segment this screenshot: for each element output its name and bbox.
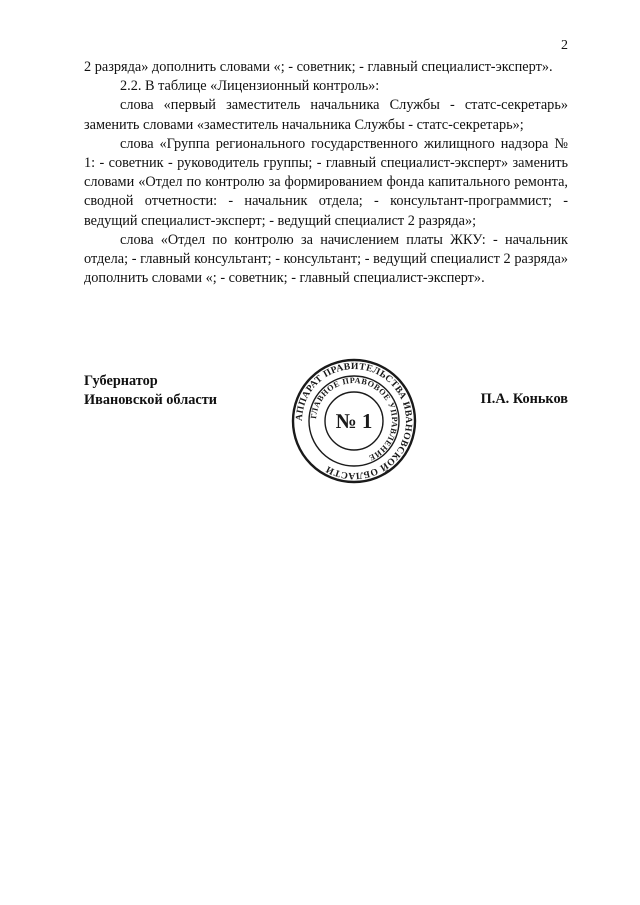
paragraph-2: 2.2. В таблице «Лицензионный контроль»: bbox=[120, 78, 380, 95]
signatory-name: П.А. Коньков bbox=[480, 391, 568, 407]
seal-number: № 1 bbox=[335, 409, 373, 433]
signatory-title-line2: Ивановской области bbox=[84, 392, 217, 408]
paragraph-5: слова «Отдел по контролю за начислением платы ЖКУ: - начальник отдела; - главный консультант; - консультант; - ведущий специалист 2 разряда» дополнить словами «; - советник; - главный специалист-эксперт». bbox=[84, 231, 568, 287]
document-body bbox=[84, 58, 568, 288]
signatory-title bbox=[84, 372, 217, 410]
paragraph-1: 2 разряда» дополнить словами «; - советник; - главный специалист-эксперт». bbox=[84, 59, 553, 75]
seal-inner-text: ГЛАВНОЕ ПРАВОВОЕ УПРАВЛЕНИЕ bbox=[309, 375, 400, 463]
page-number: 2 bbox=[561, 38, 568, 53]
paragraph-4: слова «Группа регионального государственного жилищного надзора № 1: - советник - руководитель группы; - главный специалист-эксперт» заменить словами «Отдел по контролю за формированием фонда капитального ремонта, сводной отчетности: - начальник отдела; - консультант-программист; - ведущий специалист-эксперт; - ведущий специалист 2 разряда»; bbox=[84, 135, 568, 229]
seal-ring-text: АППАРАТ ПРАВИТЕЛЬСТВА ИВАНОВСКОЙ ОБЛАСТИ bbox=[293, 360, 415, 482]
paragraph-3: слова «первый заместитель начальника Службы - статс-секретарь» заменить словами «заместитель начальника Службы - статс-секретарь»; bbox=[84, 97, 568, 133]
official-seal bbox=[291, 358, 417, 484]
signatory-title-line1: Губернатор bbox=[84, 373, 158, 389]
